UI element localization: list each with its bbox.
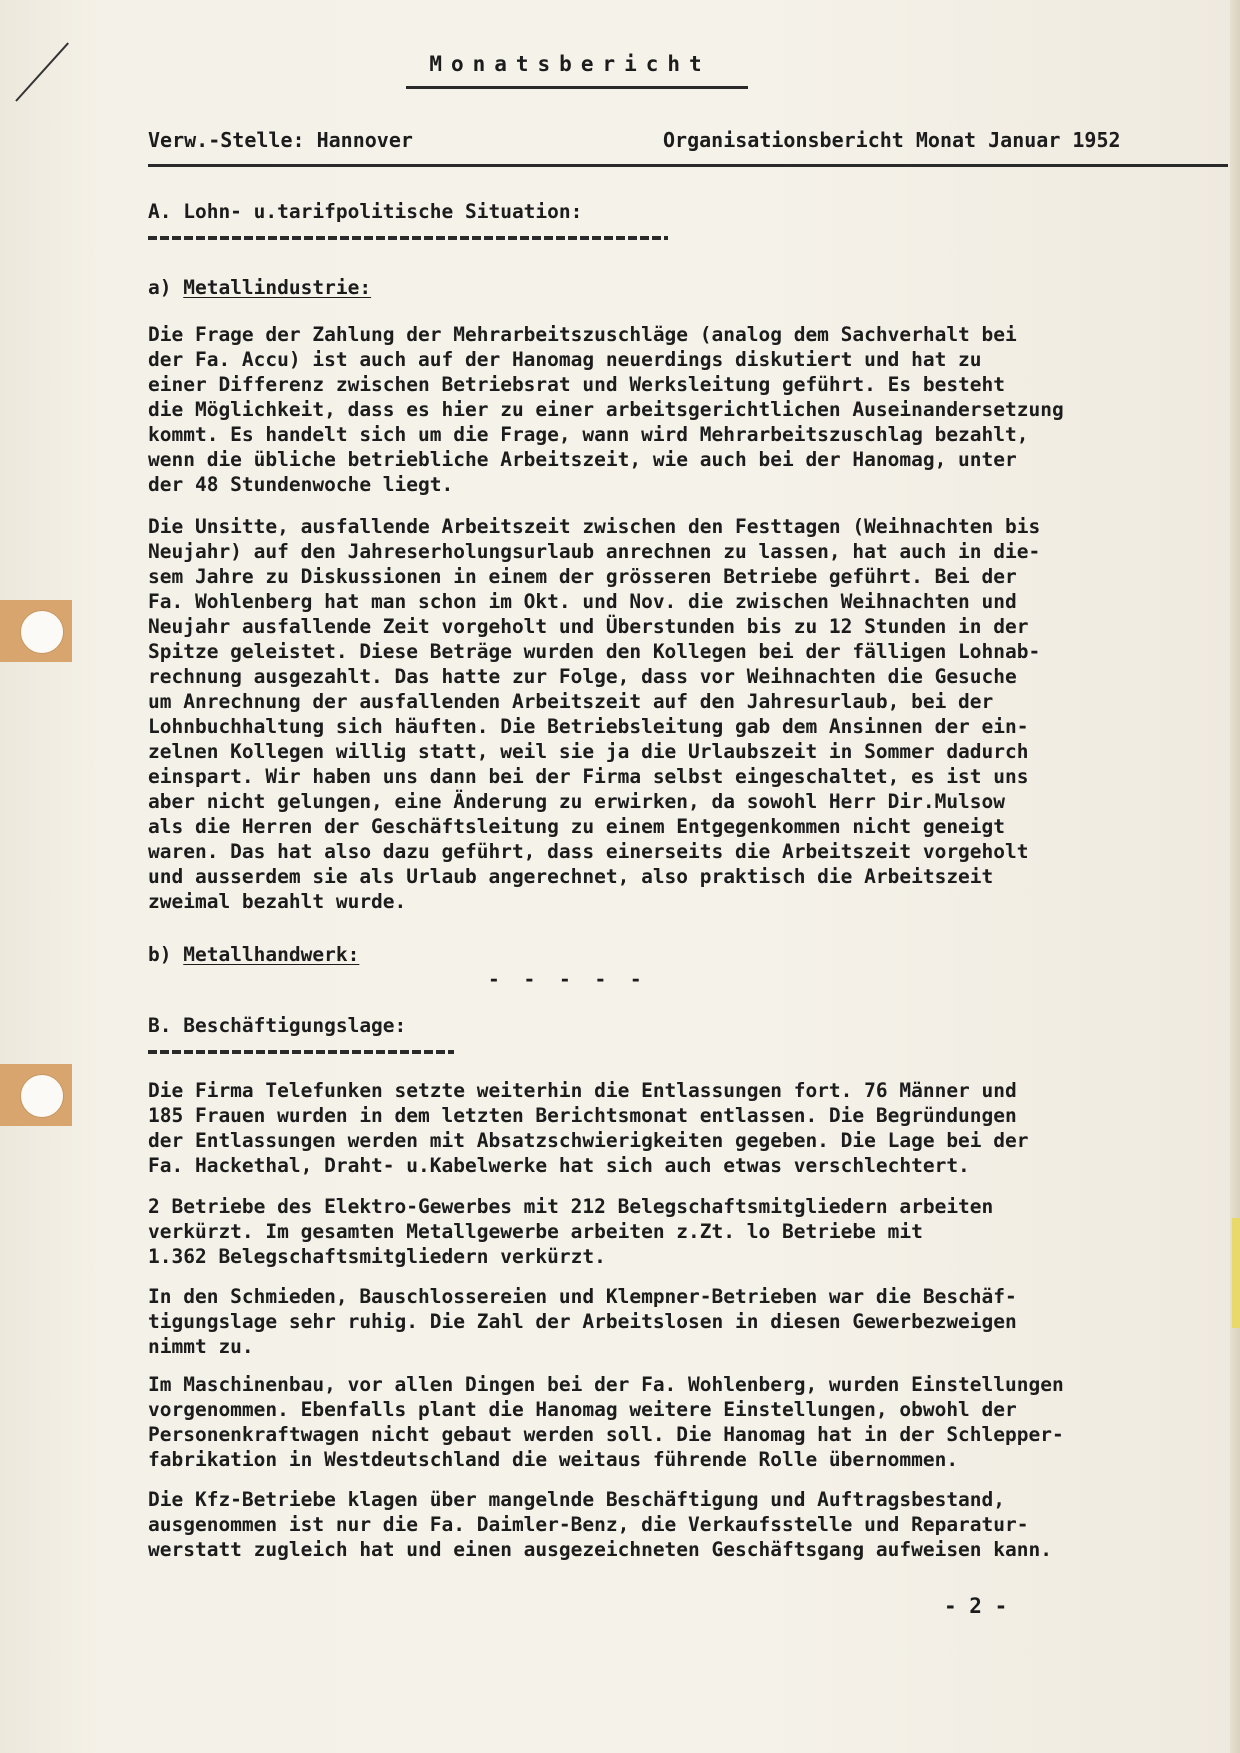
section-a-rule	[148, 236, 668, 240]
subsection-a-label: Metallindustrie:	[183, 276, 372, 299]
paragraph-b3: In den Schmieden, Bauschlossereien und Klempner-Betrieben war die Beschäf- tigungslage sehr ruhig. Die Zahl der Arbeitslosen in diesen Gewerbezweigen nimmt zu.	[148, 1285, 1017, 1358]
subsection-a-heading	[148, 276, 371, 299]
section-a-heading: A. Lohn- u.tarifpolitische Situation:	[148, 200, 583, 223]
paragraph-b2: 2 Betriebe des Elektro-Gewerbes mit 212 Belegschaftsmitgliedern arbeiten verkürzt. Im gesamten Metallgewerbe arbeiten z.Zt. lo Betriebe mit 1.362 Belegschaftsmitgliedern verkürzt.	[148, 1195, 994, 1268]
paragraph-b5: Die Kfz-Betriebe klagen über mangelnde Beschäftigung und Auftragsbestand, ausgenommen ist nur die Fa. Daimler-Benz, die Verkaufsstelle und Reparatur- werstatt zugleich hat und einen ausgezeichneten Geschäftsgang aufweisen kann.	[148, 1488, 1052, 1561]
subsection-b-heading	[148, 943, 359, 966]
punch-hole-reinforcement	[0, 600, 72, 662]
paragraph-a1: Die Frage der Zahlung der Mehrarbeitszuschläge (analog dem Sachverhalt bei der Fa. Accu) ist auch auf der Hanomag neuerdings diskutiert und hat zu einer Differenz zwischen Betriebsrat und Werksleitung geführt. Es besteht die Möglichkeit, dass es hier zu einer arbeitsgerichtlichen Auseinandersetzung kommt. Es handelt sich um die Frage, wann wird Mehrarbeitszuschlag bezahlt, wenn die übliche betriebliche Arbeitszeit, wie auch bei der Hanomag, unter der 48 Stundenwoche liegt.	[148, 323, 1064, 496]
title-underline	[406, 86, 748, 89]
punch-hole-reinforcement	[0, 1064, 72, 1126]
subsection-b-label: Metallhandwerk:	[183, 943, 360, 966]
subsection-b-prefix: b)	[148, 943, 184, 966]
subsection-a-prefix: a)	[148, 276, 184, 299]
paragraph-b4: Im Maschinenbau, vor allen Dingen bei der Fa. Wohlenberg, wurden Einstellungen vorgenommen. Ebenfalls plant die Hanomag weitere Einstellungen, obwohl der Personenkraftwagen nicht gebaut werden soll. Die Hanomag hat in der Schlepper- fabrikation in Westdeutschland die weitaus führende Rolle übernommen.	[148, 1373, 1064, 1471]
document-title: Monatsbericht	[429, 52, 711, 76]
header-rule	[148, 164, 1228, 167]
section-b-heading: B. Beschäftigungslage:	[148, 1014, 407, 1037]
punch-hole	[20, 1074, 64, 1118]
header-office: Verw.-Stelle: Hannover	[148, 128, 413, 152]
page-number: - 2 -	[944, 1594, 1008, 1618]
paragraph-b1: Die Firma Telefunken setzte weiterhin die Entlassungen fort. 76 Männer und 185 Frauen wurden in dem letzten Berichtsmonat entlassen. Die Begründungen der Entlassungen werden mit Absatzschwierigkeiten gegeben. Die Lage bei der Fa. Hackethal, Draht- u.Kabelwerke hat sich auch etwas verschlechtert.	[148, 1079, 1029, 1177]
header-report: Organisationsbericht Monat Januar 1952	[663, 128, 1121, 152]
section-b-rule	[148, 1050, 454, 1054]
subsection-b-dashes: - - - - -	[488, 968, 648, 991]
paragraph-a2: Die Unsitte, ausfallende Arbeitszeit zwischen den Festtagen (Weihnachten bis Neujahr) auf den Jahreserholungsurlaub anrechnen zu lassen, hat auch in die- sem Jahre zu Diskussionen in einem der grösseren Betriebe geführt. Bei der Fa. Wohlenberg hat man schon im Okt. und Nov. die zwischen Weihnachten und Neujahr ausfallende Zeit vorgeholt und Überstunden bis zu 12 Stunden in der Spitze geleistet. Diese Beträge wurden den Kollegen bei der fälligen Lohnab- rechnung ausgezahlt. Das hatte zur Folge, dass vor Weihnachten die Gesuche um Anrechnung der ausfallenden Arbeitszeit auf den Jahresurlaub, bei der Lohnbuchhaltung sich häuften. Die Betriebsleitung gab dem Ansinnen der ein- zelnen Kollegen willig statt, weil sie ja die Urlaubszeit in Sommer dadurch einspart. Wir haben uns dann bei der Firma selbst eingeschaltet, es ist uns aber nicht gelungen, eine Änderung zu erwirken, da sowohl Herr Dir.Mulsow als die Herren der Geschäftsleitung zu einem Entgegenkommen nicht geneigt waren. Das hat also dazu geführt, dass einerseits die Arbeitszeit vorgeholt und ausserdem sie als Urlaub angerechnet, also praktisch die Arbeitszeit zweimal bezahlt wurde.	[148, 515, 1041, 913]
punch-hole	[20, 610, 64, 654]
